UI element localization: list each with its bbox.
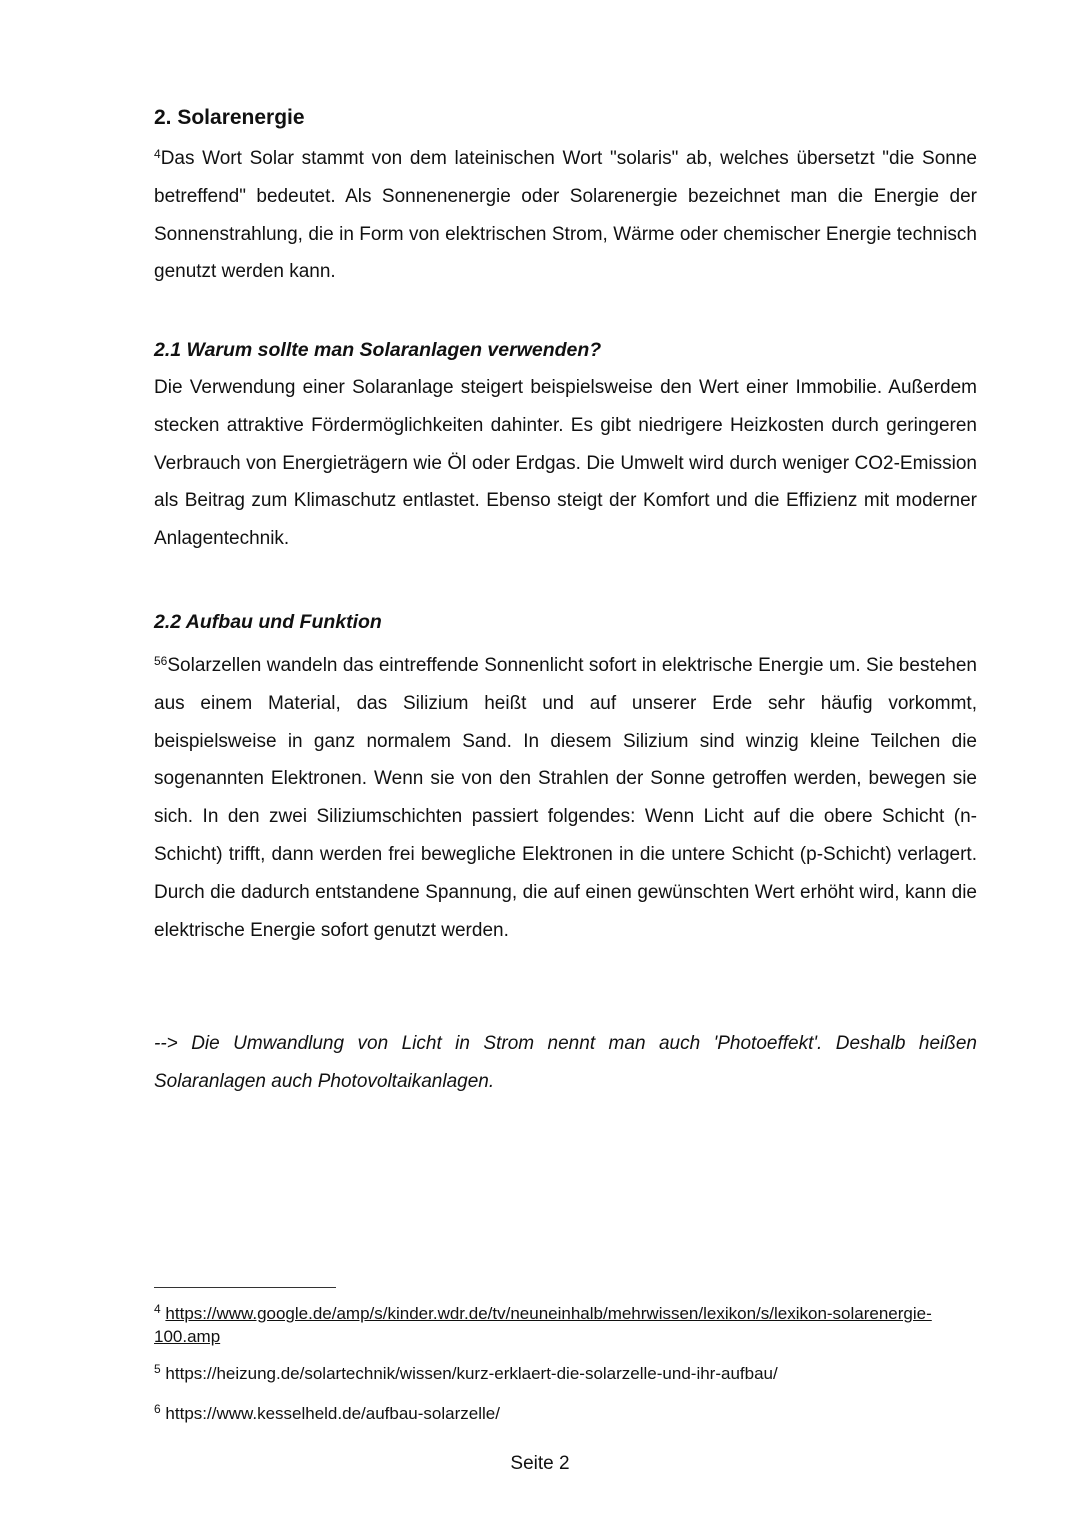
section-title: 2. Solarenergie bbox=[154, 106, 305, 129]
intro-paragraph bbox=[154, 140, 977, 291]
footnote-url[interactable]: https://www.kesselheld.de/aufbau-solarzelle/ bbox=[165, 1404, 500, 1423]
footnote-link[interactable]: https://www.google.de/amp/s/kinder.wdr.de/tv/neuneinhalb/mehrwissen/lexikon/s/lexikon-solarenergie-100.amp bbox=[154, 1304, 932, 1346]
subsection-2-1-paragraph: Die Verwendung einer Solaranlage steigert beispielsweise den Wert einer Immobilie. Außerdem stecken attraktive Fördermöglichkeiten dahinter. Es gibt niedrigere Heizkosten durch geringeren Verbrauch von Energieträgern wie Öl oder Erdgas. Die Umwelt wird durch weniger CO2-Emission als Beitrag zum Klimaschutz entlastet. Ebenso steigt der Komfort und die Effizienz mit moderner Anlagentechnik. bbox=[154, 377, 977, 550]
footnote-ref-5-6[interactable]: 56 bbox=[154, 654, 168, 668]
footnote-number: 4 bbox=[154, 1302, 161, 1316]
footnote-number: 5 bbox=[154, 1362, 161, 1376]
subsection-2-2-paragraph bbox=[154, 647, 977, 949]
footnote-5 bbox=[154, 1362, 977, 1385]
subsection-title-2-1: 2.1 Warum sollte man Solaranlagen verwenden? bbox=[154, 339, 602, 361]
footnote-4 bbox=[154, 1302, 977, 1348]
subsection-2-2-text: Solarzellen wandeln das eintreffende Sonnenlicht sofort in elektrische Energie um. Sie bestehen aus einem Material, das Silizium heißt und auf unserer Erde sehr häufig vorkommt, beispielsweise in ganz normalem Sand. In diesem Silizium sind winzig kleine Teilchen die sogenannten Elektronen. Wenn sie von den Strahlen der Sonne getroffen werden, bewegen sie sich. In den zwei Siliziumschichten passiert folgendes: Wenn Licht auf die obere Schicht (n-Schicht) trifft, dann werden frei bewegliche Elektronen in die untere Schicht (p-Schicht) verlagert. Durch die dadurch entstandene Spannung, die auf einen gewünschten Wert erhöht wird, kann die elektrische Energie sofort genutzt werden. bbox=[154, 655, 977, 941]
footnote-ref-4[interactable]: 4 bbox=[154, 147, 161, 161]
footnote-divider bbox=[154, 1287, 336, 1288]
photoeffect-note: --> Die Umwandlung von Licht in Strom nennt man auch 'Photoeffekt'. Deshalb heißen Solaranlagen auch Photovoltaikanlagen. bbox=[154, 1033, 977, 1092]
page-number: Seite 2 bbox=[510, 1453, 570, 1474]
footnote-6 bbox=[154, 1402, 977, 1425]
footnote-number: 6 bbox=[154, 1402, 161, 1416]
footnote-url[interactable]: https://heizung.de/solartechnik/wissen/kurz-erklaert-die-solarzelle-und-ihr-aufbau/ bbox=[165, 1364, 778, 1383]
intro-text: Das Wort Solar stammt von dem lateinischen Wort "solaris" ab, welches übersetzt "die Sonne betreffend" bedeutet. Als Sonnenenergie oder Solarenergie bezeichnet man die Energie der Sonnenstrahlung, die in Form von elektrischen Strom, Wärme oder chemischer Energie technisch genutzt werden kann. bbox=[154, 148, 977, 283]
subsection-title-2-2: 2.2 Aufbau und Funktion bbox=[154, 611, 382, 633]
